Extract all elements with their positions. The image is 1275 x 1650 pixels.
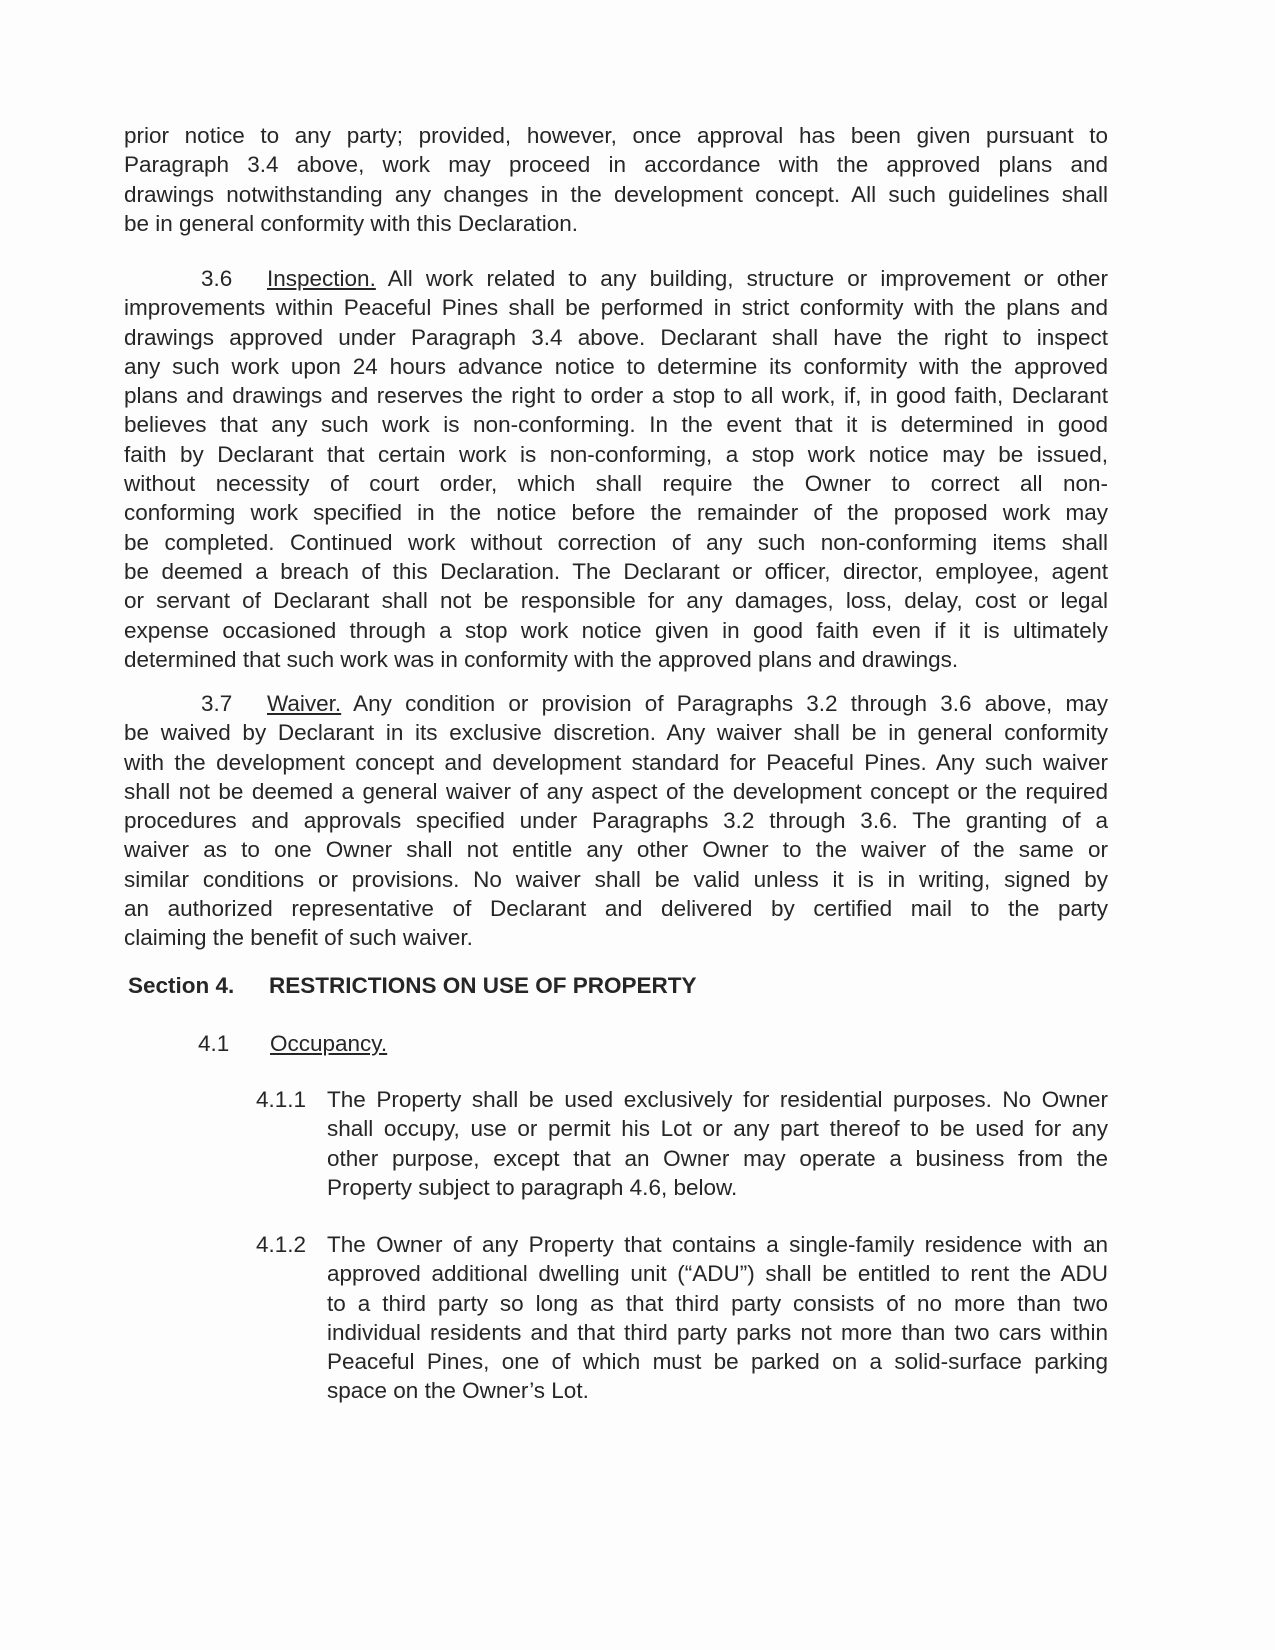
text-line: an authorized representative of Declarant and delivered by certified mail to the party: [124, 896, 1108, 922]
text-line: expense occasioned through a stop work notice given in good faith even if it is ultimately: [124, 617, 1108, 643]
text-run: All work related to any building, structure or improvement or other: [375, 266, 1108, 291]
text-line: any such work upon 24 hours advance notice to determine its conformity with the approved: [124, 353, 1108, 379]
text-line: drawings notwithstanding any changes in the development concept. All such guidelines shall: [124, 181, 1108, 207]
text-line: The Property shall be used exclusively for residential purposes. No Owner: [327, 1087, 1108, 1112]
section-heading: Occupancy.: [270, 1031, 388, 1056]
text-line: Peaceful Pines, one of which must be parked on a solid-surface parking: [327, 1349, 1108, 1375]
section-3-6-first-line: [124, 264, 1108, 293]
section-3-7-paragraph: [124, 689, 1108, 953]
text-line: with the development concept and development standard for Peaceful Pines. Any such waiver: [124, 749, 1108, 775]
text-line: shall occupy, use or permit his Lot or any part thereof to be used for any: [327, 1116, 1108, 1142]
text-line: or servant of Declarant shall not be responsible for any damages, loss, delay, cost or legal: [124, 588, 1108, 614]
text-line: space on the Owner’s Lot.: [327, 1378, 589, 1404]
text-line: plans and drawings and reserves the right to order a stop to all work, if, in good faith, Declarant: [124, 383, 1108, 409]
section-4-1-1-number: 4.1.1: [256, 1087, 307, 1112]
section-4-1-2-number: 4.1.2: [256, 1232, 307, 1257]
section-4-title: RESTRICTIONS ON USE OF PROPERTY: [269, 973, 697, 998]
text-line: individual residents and that third party parks not more than two cars within: [327, 1319, 1108, 1345]
text-line: be completed. Continued work without correction of any such non-conforming items shall: [124, 529, 1108, 555]
text-line: determined that such work was in conformity with the approved plans and drawings.: [124, 646, 959, 672]
text-line: faith by Declarant that certain work is non-conforming, a stop work notice may be issued,: [124, 441, 1108, 467]
text-line: be deemed a breach of this Declaration. The Declarant or officer, director, employee, agent: [124, 558, 1108, 584]
section-4-label: Section 4.: [128, 973, 235, 998]
text-line: waiver as to one Owner shall not entitle any other Owner to the waiver of the same or: [124, 837, 1108, 863]
section-4-heading: [128, 973, 697, 999]
section-number: 3.7: [201, 691, 233, 716]
section-heading: Inspection.: [267, 266, 376, 291]
text-line: be in general conformity with this Declaration.: [124, 210, 578, 236]
section-number: 4.1: [198, 1031, 230, 1056]
text-line: similar conditions or provisions. No waiver shall be valid unless it is in writing, signed by: [124, 866, 1108, 892]
text-line: The Owner of any Property that contains a single-family residence with an: [327, 1232, 1108, 1257]
text-line: approved additional dwelling unit (“ADU”) shall be entitled to rent the ADU: [327, 1261, 1108, 1287]
text-line: to a third party so long as that third party consists of no more than two: [327, 1290, 1108, 1316]
text-line: believes that any such work is non-conforming. In the event that it is determined in good: [124, 412, 1108, 438]
section-4-1-1-paragraph: [327, 1085, 1108, 1202]
section-3-6-paragraph: [124, 264, 1108, 674]
text-line: procedures and approvals specified under Paragraphs 3.2 through 3.6. The granting of a: [124, 808, 1108, 834]
text-line: claiming the benefit of such waiver.: [124, 925, 473, 951]
text-line: improvements within Peaceful Pines shall be performed in strict conformity with the plans and: [124, 295, 1108, 321]
text-line: shall not be deemed a general waiver of any aspect of the development concept or the required: [124, 778, 1108, 804]
section-3-7-first-line: [124, 689, 1108, 718]
text-line: other purpose, except that an Owner may operate a business from the: [327, 1145, 1108, 1171]
text-line: conforming work specified in the notice before the remainder of the proposed work may: [124, 500, 1108, 526]
text-run: Any condition or provision of Paragraphs 3.2 through 3.6 above, may: [341, 691, 1108, 716]
section-heading: Waiver.: [267, 691, 342, 716]
section-number: 3.6: [201, 266, 233, 291]
text-line: prior notice to any party; provided, however, once approval has been given pursuant to: [124, 123, 1108, 148]
section-4-1-heading: [198, 1029, 387, 1058]
text-line: be waived by Declarant in its exclusive discretion. Any waiver shall be in general conformity: [124, 720, 1108, 746]
text-line: drawings approved under Paragraph 3.4 above. Declarant shall have the right to inspect: [124, 324, 1108, 350]
section-4-1-2-paragraph: [327, 1230, 1108, 1406]
text-line: Paragraph 3.4 above, work may proceed in accordance with the approved plans and: [124, 152, 1108, 178]
text-line: Property subject to paragraph 4.6, below.: [327, 1174, 738, 1200]
text-line: without necessity of court order, which shall require the Owner to correct all non-: [124, 471, 1108, 497]
continuation-paragraph: [124, 121, 1108, 238]
